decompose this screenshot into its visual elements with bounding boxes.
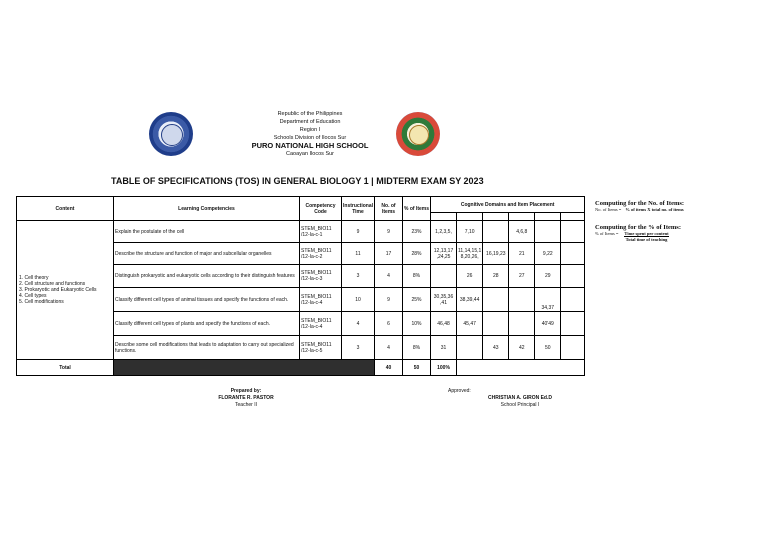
percent-cell: 23% (403, 221, 431, 243)
time-cell: 3 (342, 265, 375, 288)
code-cell: STEM_BIO11 /12-Ia-c-4 (300, 312, 342, 336)
header-domains: Cognitive Domains and Item Placement (431, 197, 585, 213)
domain-c: C (561, 213, 585, 221)
content-item: 4. Cell types (19, 293, 47, 299)
prepared-name: FLORANTE R. PASTOR (218, 395, 274, 401)
items-cell: 9 (375, 221, 403, 243)
u-cell: 26 (457, 265, 483, 288)
header-items: No. of Items (375, 197, 403, 221)
percent-cell: 28% (403, 243, 431, 265)
percent-formula-fraction (624, 231, 668, 242)
competency-cell: Explain the postulate of the cell (114, 221, 300, 243)
header-country: Republic of the Philippines (277, 111, 343, 117)
time-cell: 9 (342, 221, 375, 243)
items-formula-rhs: % of items X total no. of items (625, 207, 684, 212)
percent-formula-denominator: Total time of teaching (625, 237, 668, 242)
content-list (17, 221, 114, 360)
code-cell: STEM_BIO11 /12-Ia-c-2 (300, 243, 342, 265)
percent-formula-numerator: Time spent per content (624, 231, 669, 236)
e-cell: 9,22 (535, 243, 561, 265)
ap-cell: 43 (483, 336, 509, 360)
header-code: Competency Code (300, 197, 342, 221)
u-cell: 38,39,44 (457, 288, 483, 312)
r-cell (431, 265, 457, 288)
e-cell: 29 (535, 265, 561, 288)
school-name: PURO NATIONAL HIGH SCHOOL (251, 141, 369, 150)
code-cell: STEM_BIO11 /12-Ia-c-5 (300, 336, 342, 360)
header-percent: % of Items (403, 197, 431, 221)
u-cell: 45,47 (457, 312, 483, 336)
header-region: Region I (299, 127, 321, 133)
r-cell: 46,48 (431, 312, 457, 336)
u-cell: 7,10 (457, 221, 483, 243)
percent-formula-block (595, 224, 681, 242)
time-cell: 3 (342, 336, 375, 360)
total-row (17, 360, 585, 376)
items-cell: 4 (375, 336, 403, 360)
r-cell: 31 (431, 336, 457, 360)
an-cell: 42 (509, 336, 535, 360)
c-cell (561, 288, 585, 312)
header-competencies: Learning Competencies (114, 197, 300, 221)
items-formula-heading: Computing for the No. of Items: (595, 200, 685, 207)
percent-cell: 8% (403, 265, 431, 288)
u-cell (457, 336, 483, 360)
r-cell: 30,35,36 ,41 (431, 288, 457, 312)
items-cell: 17 (375, 243, 403, 265)
table-row (17, 221, 585, 243)
deped-seal (149, 112, 193, 156)
domain-ap: Ap (483, 213, 509, 221)
content-item: 2. Cell structure and functions (19, 281, 86, 287)
c-cell (561, 265, 585, 288)
percent-formula-heading: Computing for the % of Items: (595, 224, 681, 231)
competency-cell: Distinguish prokaryotic and eukaryotic cells according to their distinguish features (114, 265, 300, 288)
competency-cell: Describe some cell modifications that leads to adaptation to carry out specialized functions. (114, 336, 300, 360)
u-cell: 11,14,15,1 8,20,26, (457, 243, 483, 265)
prepared-label: Prepared by: (230, 388, 262, 394)
code-cell: STEM_BIO11 /12-Ia-c-1 (300, 221, 342, 243)
tos-table (16, 196, 585, 376)
content-item: 3. Prokaryotic and Eukaryotic Cells (19, 287, 97, 293)
items-formula-block (595, 200, 684, 212)
ap-cell (483, 312, 509, 336)
c-cell (561, 312, 585, 336)
approved-name: CHRISTIAN A. GIRON Ed.D (488, 395, 552, 401)
header-department: Department of Education (279, 119, 341, 125)
total-shaded-cell (114, 360, 375, 376)
r-cell: 12,13,17 ,24,25 (431, 243, 457, 265)
prepared-title: Teacher II (235, 402, 257, 408)
percent-cell: 25% (403, 288, 431, 312)
letterhead (230, 110, 390, 158)
items-formula-lhs: No. of Items = (595, 207, 622, 212)
an-cell (509, 312, 535, 336)
code-cell: STEM_BIO11 /12-Ia-c-4 (300, 288, 342, 312)
e-cell: 34,37 (535, 288, 561, 312)
percent-formula-lhs: % of Items = (595, 231, 619, 236)
an-cell: 4,6,8 (509, 221, 535, 243)
an-cell: 21 (509, 243, 535, 265)
percent-formula (595, 231, 681, 242)
an-cell: 27 (509, 265, 535, 288)
approved-block (470, 395, 570, 409)
domain-an: An (509, 213, 535, 221)
approved-label: Approved: (448, 388, 471, 394)
header-time: Instructional Time (342, 197, 375, 221)
time-cell: 10 (342, 288, 375, 312)
division-seal (396, 112, 440, 156)
competency-cell: Classify different cell types of animal tissues and specify the functions of each. (114, 288, 300, 312)
e-cell: 50 (535, 336, 561, 360)
percent-cell: 10% (403, 312, 431, 336)
c-cell (561, 221, 585, 243)
ap-cell (483, 288, 509, 312)
total-items: 50 (403, 360, 431, 376)
competency-cell: Describe the structure and function of major and subcellular organelles (114, 243, 300, 265)
total-time: 40 (375, 360, 403, 376)
domain-u: U (457, 213, 483, 221)
domain-r: R (431, 213, 457, 221)
code-cell: STEM_BIO11 /12-Ia-c-3 (300, 265, 342, 288)
items-cell: 9 (375, 288, 403, 312)
r-cell: 1,2,3,5, (431, 221, 457, 243)
ap-cell: 28 (483, 265, 509, 288)
approved-title: School Principal I (500, 402, 540, 408)
percent-cell: 8% (403, 336, 431, 360)
items-formula (595, 207, 684, 212)
competency-cell: Classify different cell types of plants and specify the functions of each. (114, 312, 300, 336)
prepared-block (196, 388, 296, 409)
total-label: Total (17, 360, 114, 376)
document-title: TABLE OF SPECIFICATIONS (TOS) IN GENERAL BIOLOGY 1 | MIDTERM EXAM SY 2023 (111, 176, 484, 186)
content-item: 5. Cell modifications (19, 299, 64, 305)
e-cell: 40'49 (535, 312, 561, 336)
header-content: Content (17, 197, 114, 221)
domain-e: E (535, 213, 561, 221)
header-division: Schools Division of Ilocos Sur (273, 135, 347, 141)
e-cell (535, 221, 561, 243)
ap-cell (483, 221, 509, 243)
items-cell: 6 (375, 312, 403, 336)
c-cell (561, 243, 585, 265)
time-cell: 4 (342, 312, 375, 336)
c-cell (561, 336, 585, 360)
an-cell (509, 288, 535, 312)
content-item: 1. Cell theory (19, 275, 49, 281)
total-percent: 100% (431, 360, 457, 376)
total-empty-cell (457, 360, 585, 376)
time-cell: 11 (342, 243, 375, 265)
school-location: Caoayan Ilocos Sur (286, 151, 334, 157)
ap-cell: 16,19,23 (483, 243, 509, 265)
items-cell: 4 (375, 265, 403, 288)
